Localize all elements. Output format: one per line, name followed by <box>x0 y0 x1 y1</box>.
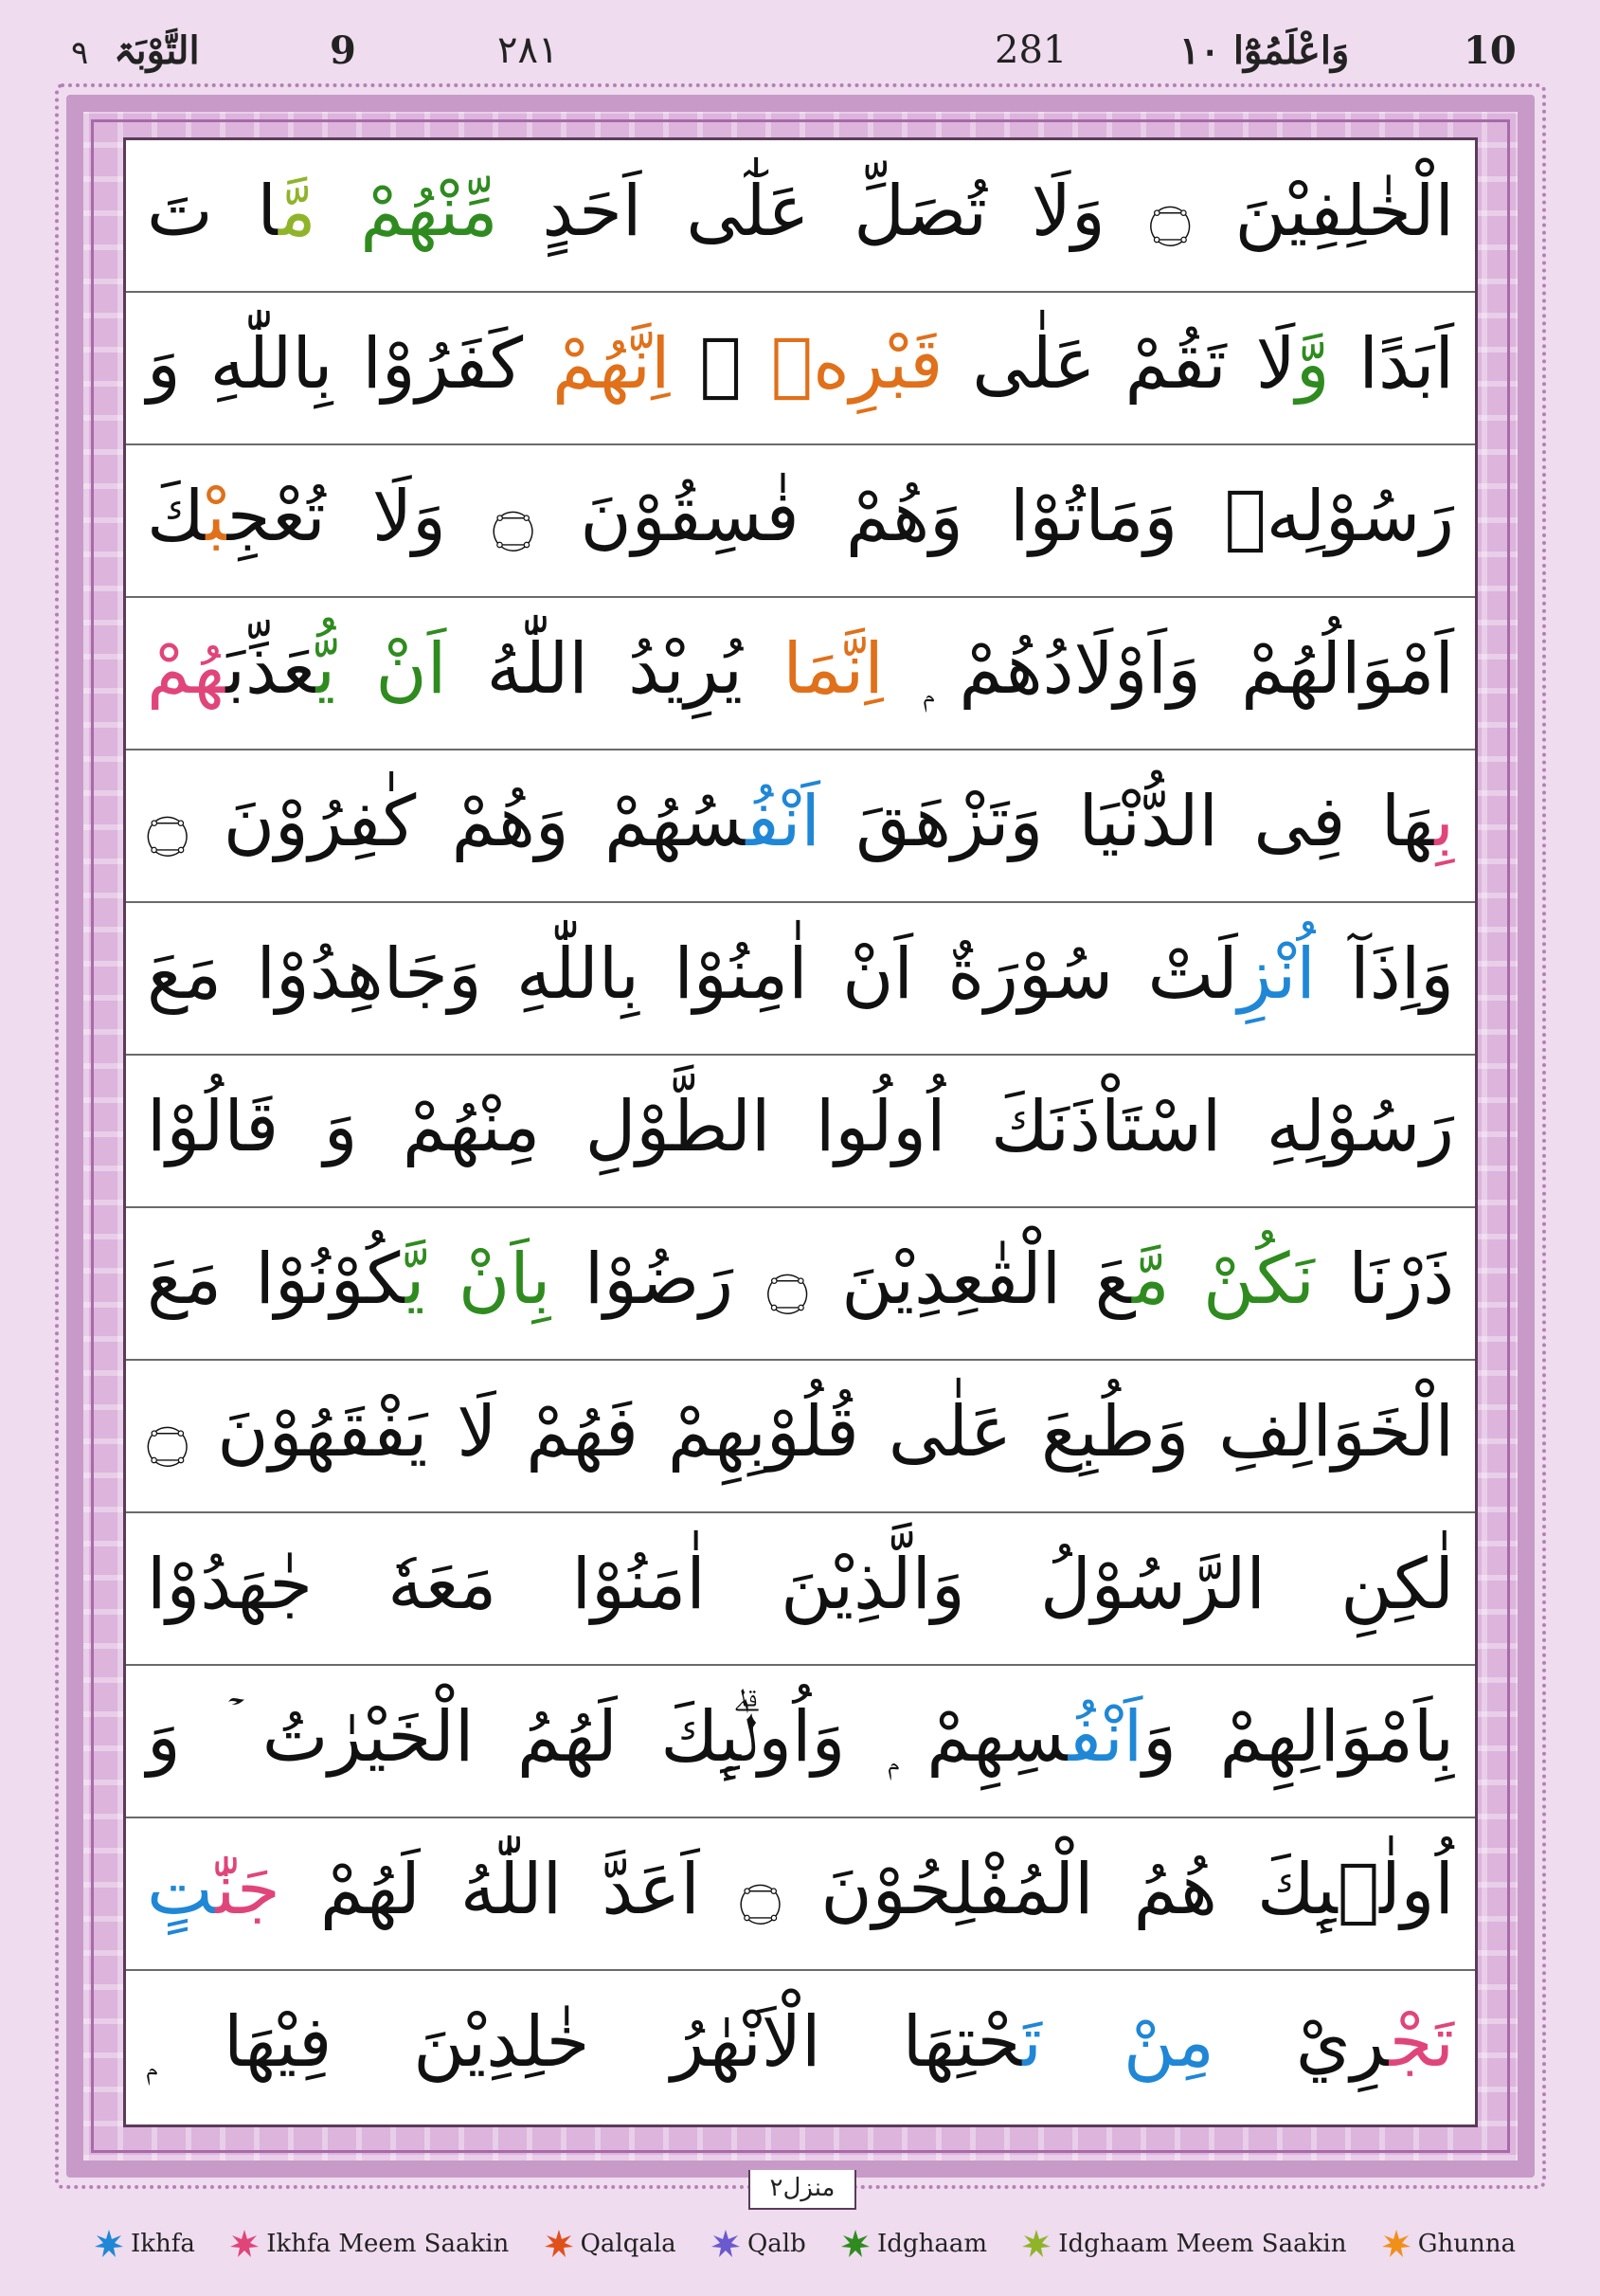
legend-item-ikhfa-meem-saakin <box>230 2230 509 2258</box>
quran-line-5 <box>126 750 1475 903</box>
tajweed-qalqala: قَبْرِهٖ <box>770 323 944 405</box>
legend-label: Qalqala <box>580 2230 676 2258</box>
text-segment: كُوْنُوْا مَعَ <box>147 1238 405 1320</box>
tajweed-ikhfa: اُنْزِ <box>1237 933 1316 1015</box>
tajweed-ikhfa: تٍ <box>147 1849 216 1930</box>
text-segment: كَ <box>147 476 207 557</box>
text-segment: الْخَوَالِفِ وَطُبِعَ عَلٰى قُلُوْبِهِمْ فَهُمْ لَا يَفْقَهُوْنَ ۝ <box>147 1391 1454 1473</box>
page-number: 281 <box>995 28 1068 72</box>
tajweed-ikhfa: مِنْ تَ <box>1022 2001 1214 2083</box>
tajweed-qalqala: بْ <box>206 476 227 557</box>
juz-number: 10 <box>1464 28 1517 73</box>
text-segment: عَذِّبَ <box>225 628 316 710</box>
tajweed-idghaam: اَنْ يُّ <box>315 628 447 710</box>
tajweed-ghunna: اِنَّهُمْ <box>552 323 671 405</box>
burst-icon <box>841 2230 870 2258</box>
text-segment: ذَرْنَا <box>1314 1238 1455 1320</box>
burst-icon <box>711 2230 740 2258</box>
text-segment: سِهِمْ ۭ وَاُولٰۗىِٕكَ لَهُمُ الْخَيْرٰتُ ۡ وَ <box>147 1696 1069 1778</box>
burst-icon <box>230 2230 259 2258</box>
tajweed-idghaam: وَّ <box>1295 323 1330 405</box>
legend-label: Idghaam Meem Saakin <box>1058 2230 1347 2258</box>
surah-number-arabic: ۹ <box>71 34 89 72</box>
tajweed-ikhfa-meem: تَجْ <box>1389 2001 1454 2083</box>
tajweed-ikhfa: اَنْفُ <box>1068 1696 1143 1778</box>
tajweed-idghaam: مِّنْهُمْ <box>360 171 498 252</box>
text-segment: ۭ <box>670 323 771 405</box>
text-segment: ا تَ <box>147 171 279 252</box>
burst-icon <box>1022 2230 1051 2258</box>
text-segment: اُولٰۗىِٕكَ هُمُ الْمُفْلِحُوْنَ ۝ اَعَدَّ اللّٰهُ لَهُمْ <box>279 1849 1454 1930</box>
tajweed-idghaam: نَكُنْ مَّ <box>1132 1238 1315 1320</box>
text-segment: عَ الْقٰعِدِيْنَ ۝ رَضُوْا <box>550 1238 1132 1320</box>
legend-label: Ghunna <box>1417 2230 1516 2258</box>
quran-line-6 <box>126 903 1475 1056</box>
text-segment: وَاِذَآ <box>1315 933 1454 1015</box>
quran-line-7 <box>126 1056 1475 1208</box>
tajweed-idghaam-meem: مَّ <box>278 171 316 252</box>
quran-line-10 <box>126 1513 1475 1666</box>
text-segment: يُرِيْدُ اللّٰهُ <box>446 628 783 710</box>
tajweed-ikhfa: اَنْفُ <box>746 781 820 862</box>
legend-label: Qalb <box>746 2230 806 2258</box>
burst-icon <box>1382 2230 1411 2258</box>
surah-number: 9 <box>330 28 356 73</box>
text-segment: حْتِهَا الْاَنْهٰرُ خٰلِدِيْنَ فِيْهَا ۭ <box>147 2001 1023 2083</box>
page-header <box>0 0 1600 95</box>
quran-line-2 <box>126 293 1475 445</box>
text-panel <box>123 137 1478 2127</box>
text-segment: رَسُوْلِهِ اسْتَاْذَنَكَ اُولُوا الطَّوْلِ مِنْهُمْ وَ قَالُوْا <box>147 1086 1454 1167</box>
quran-line-11 <box>126 1666 1475 1818</box>
legend-label: Idghaam <box>877 2230 987 2258</box>
text-segment: الْخٰلِفِيْنَ ۝ وَلَا تُصَلِّ عَلٰٓى اَحَدٍ <box>497 171 1454 252</box>
page-number-arabic: ۲۸۱ <box>497 28 559 72</box>
burst-icon <box>545 2230 573 2258</box>
text-segment: اَمْوَالُهُمْ وَاَوْلَادُهُمْ ۭ <box>883 628 1454 710</box>
text-segment <box>316 171 361 252</box>
text-segment: سُهُمْ وَهُمْ كٰفِرُوْنَ ۝ <box>147 781 746 862</box>
tajweed-idghaam: بِاَنْ يَّ <box>404 1238 551 1320</box>
quran-line-13 <box>126 1971 1475 2127</box>
text-segment: اَبَدًا <box>1329 323 1454 405</box>
manzil-label: منزل۲ <box>748 2170 856 2210</box>
tajweed-ikhfa-meem: بِ <box>1434 781 1454 862</box>
text-segment: لَا تَقُمْ عَلٰى <box>943 323 1296 405</box>
legend-label: Ikhfa Meem Saakin <box>266 2230 510 2258</box>
tajweed-ikhfa-meem: هُمْ <box>147 628 226 710</box>
text-segment: رِيْ <box>1213 2001 1390 2083</box>
legend-item-ikhfa <box>95 2230 195 2258</box>
tajweed-legend <box>95 2215 1516 2272</box>
quran-line-1 <box>126 140 1475 293</box>
quran-line-12 <box>126 1818 1475 1971</box>
legend-item-qalb <box>711 2230 806 2258</box>
quran-line-8 <box>126 1208 1475 1361</box>
legend-item-idghaam-meem-saakin <box>1022 2230 1346 2258</box>
legend-item-qalqala <box>545 2230 676 2258</box>
text-segment: لَتْ سُوْرَةٌ اَنْ اٰمِنُوْا بِاللّٰهِ وَجَاهِدُوْا مَعَ <box>147 933 1238 1015</box>
surah-name: التَّوْبَۃ <box>114 28 200 73</box>
text-segment: رَسُوْلِهٖ وَمَاتُوْا وَهُمْ فٰسِقُوْنَ ۝ وَلَا تُعْجِ <box>226 476 1454 557</box>
text-segment: لٰكِنِ الرَّسُوْلُ وَالَّذِيْنَ اٰمَنُوْا مَعَهٗ جٰهَدُوْا <box>147 1544 1454 1625</box>
text-segment: هَا فِى الدُّنْيَا وَتَزْهَقَ <box>819 781 1435 862</box>
legend-label: Ikhfa <box>131 2230 195 2258</box>
quran-line-4 <box>126 598 1475 750</box>
legend-item-idghaam <box>841 2230 987 2258</box>
text-segment: كَفَرُوْا بِاللّٰهِ وَ <box>147 323 552 405</box>
juz-name: وَاعْلَمُوْٓا ۱۰ <box>1179 28 1350 73</box>
tajweed-ghunna: اِنَّمَا <box>782 628 884 710</box>
legend-item-ghunna <box>1382 2230 1516 2258</box>
tajweed-ikhfa-meem: جَنّٰ <box>215 1849 280 1930</box>
quran-line-9 <box>126 1361 1475 1513</box>
burst-icon <box>95 2230 123 2258</box>
text-segment: بِاَمْوَالِهِمْ وَ <box>1142 1696 1454 1778</box>
quran-line-3 <box>126 445 1475 598</box>
